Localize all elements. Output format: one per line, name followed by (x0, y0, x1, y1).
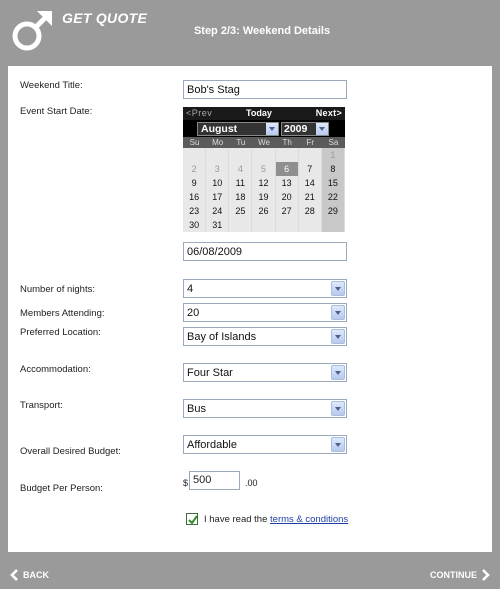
back-label: BACK (23, 570, 49, 580)
chevron-down-icon (331, 401, 345, 416)
calendar-day[interactable]: 6 (276, 162, 299, 176)
form-panel (8, 66, 492, 552)
month-value: August (201, 123, 238, 135)
budget-label: Overall Desired Budget: (20, 446, 121, 457)
currency-symbol: $ (183, 478, 189, 488)
members-select[interactable] (183, 303, 347, 322)
calendar-day[interactable]: 30 (183, 218, 206, 232)
calendar-today-button[interactable]: Today (246, 108, 272, 118)
members-value: 20 (187, 307, 200, 319)
continue-button[interactable] (430, 569, 490, 581)
calendar-nav (183, 107, 345, 120)
accommodation-label: Accommodation: (20, 364, 91, 375)
location-value: Bay of Islands (187, 331, 257, 343)
location-label: Preferred Location: (20, 327, 101, 338)
calendar-day[interactable]: 28 (299, 204, 322, 218)
checkmark-icon (187, 514, 199, 526)
transport-label: Transport: (20, 400, 63, 411)
weekday-header: Sa (322, 137, 345, 148)
calendar-empty-cell (276, 218, 299, 232)
cents-suffix: .00 (245, 478, 258, 488)
calendar-day[interactable]: 18 (229, 190, 252, 204)
calendar-day[interactable]: 17 (206, 190, 229, 204)
budget-value: Affordable (187, 439, 237, 451)
calendar-day[interactable]: 4 (229, 162, 252, 176)
calendar-day[interactable]: 1 (322, 148, 345, 162)
terms-link[interactable]: terms & conditions (270, 514, 349, 525)
chevron-left-icon (10, 569, 19, 581)
calendar-empty-cell (229, 218, 252, 232)
calendar-day[interactable]: 19 (252, 190, 275, 204)
transport-value: Bus (187, 403, 206, 415)
budget-select[interactable] (183, 435, 347, 454)
weekend-title-input[interactable]: Bob's Stag (183, 80, 347, 99)
weekday-header: Mo (206, 137, 229, 148)
continue-label: CONTINUE (430, 570, 477, 580)
nights-select[interactable] (183, 279, 347, 298)
per-person-label: Budget Per Person: (20, 483, 103, 494)
chevron-down-icon (266, 123, 278, 135)
nights-value: 4 (187, 283, 194, 295)
weekday-header: Th (276, 137, 299, 148)
brand-title: GET QUOTE (62, 10, 148, 26)
month-select[interactable] (197, 122, 279, 136)
year-value: 2009 (284, 123, 308, 135)
calendar-day[interactable]: 7 (299, 162, 322, 176)
terms-checkbox[interactable] (186, 513, 198, 525)
calendar-day[interactable]: 10 (206, 176, 229, 190)
calendar-prev-button[interactable]: <Prev (186, 108, 213, 118)
calendar-empty-cell (229, 148, 252, 162)
calendar-days (183, 148, 345, 232)
calendar-day[interactable]: 29 (322, 204, 345, 218)
calendar-empty-cell (299, 218, 322, 232)
chevron-right-icon (481, 569, 490, 581)
header (0, 0, 500, 66)
calendar-empty-cell (252, 148, 275, 162)
calendar-day[interactable]: 20 (276, 190, 299, 204)
calendar-day[interactable]: 12 (252, 176, 275, 190)
calendar-selectors (183, 120, 345, 137)
calendar-day[interactable]: 23 (183, 204, 206, 218)
calendar-day[interactable]: 14 (299, 176, 322, 190)
calendar-day[interactable]: 16 (183, 190, 206, 204)
calendar-day[interactable]: 15 (322, 176, 345, 190)
calendar-weekdays (183, 137, 345, 148)
per-person-input[interactable]: 500 (189, 471, 240, 490)
chevron-down-icon (331, 281, 345, 296)
calendar-empty-cell (206, 148, 229, 162)
chevron-down-icon (316, 123, 328, 135)
start-date-label: Event Start Date: (20, 106, 93, 117)
weekday-header: Tu (229, 137, 252, 148)
chevron-down-icon (331, 365, 345, 380)
calendar-day[interactable]: 31 (206, 218, 229, 232)
weekday-header: Su (183, 137, 206, 148)
calendar-day[interactable]: 21 (299, 190, 322, 204)
chevron-down-icon (331, 437, 345, 452)
calendar-day[interactable]: 3 (206, 162, 229, 176)
calendar-day[interactable]: 13 (276, 176, 299, 190)
calendar-day[interactable]: 2 (183, 162, 206, 176)
back-button[interactable] (10, 569, 49, 581)
nights-label: Number of nights: (20, 284, 95, 295)
calendar-day[interactable]: 26 (252, 204, 275, 218)
chevron-down-icon (331, 305, 345, 320)
calendar-empty-cell (299, 148, 322, 162)
calendar-day[interactable]: 27 (276, 204, 299, 218)
step-indicator: Step 2/3: Weekend Details (193, 25, 331, 37)
calendar-next-button[interactable]: Next> (315, 108, 342, 118)
weekday-header: We (252, 137, 275, 148)
terms-agreement-text: I have read the (204, 514, 268, 525)
accommodation-value: Four Star (187, 367, 233, 379)
weekday-header: Fr (299, 137, 322, 148)
calendar-day[interactable]: 25 (229, 204, 252, 218)
calendar-empty-cell (183, 148, 206, 162)
transport-select[interactable] (183, 399, 347, 418)
members-label: Members Attending: (20, 308, 105, 319)
start-date-input[interactable]: 06/08/2009 (183, 242, 347, 261)
calendar-empty-cell (322, 218, 345, 232)
calendar-day[interactable]: 11 (229, 176, 252, 190)
calendar-day[interactable]: 9 (183, 176, 206, 190)
chevron-down-icon (331, 329, 345, 344)
location-select[interactable] (183, 327, 347, 346)
year-select[interactable] (281, 122, 329, 136)
calendar-day[interactable]: 24 (206, 204, 229, 218)
calendar-day[interactable]: 5 (252, 162, 275, 176)
calendar-empty-cell (252, 218, 275, 232)
weekend-title-label: Weekend Title: (20, 80, 83, 91)
date-picker-calendar (183, 107, 345, 232)
calendar-empty-cell (276, 148, 299, 162)
calendar-day[interactable]: 22 (322, 190, 345, 204)
accommodation-select[interactable] (183, 363, 347, 382)
calendar-day[interactable]: 8 (322, 162, 345, 176)
terms-agreement (204, 514, 348, 525)
